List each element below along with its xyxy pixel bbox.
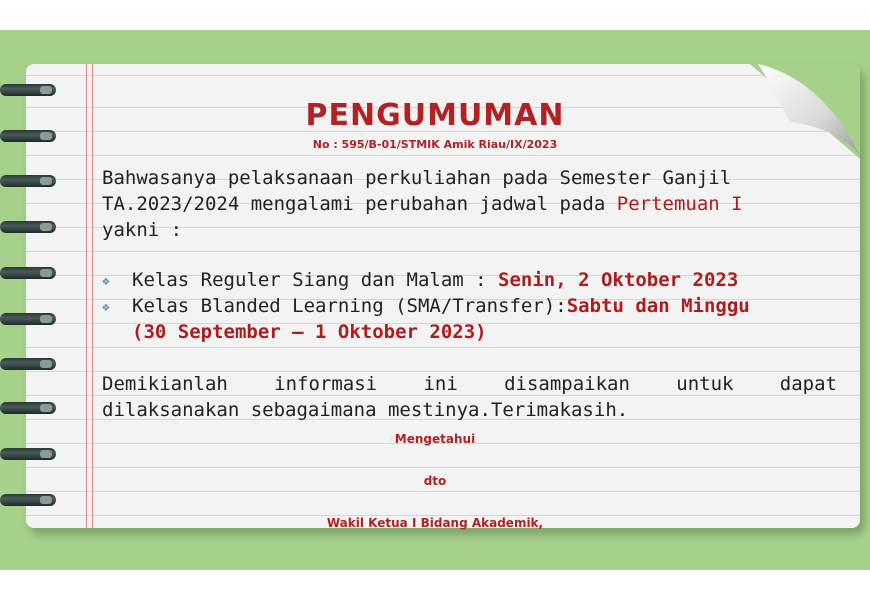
schedule-value-continuation: (30 September – 1 Oktober 2023)	[132, 321, 487, 343]
diamond-bullet-icon: ❖	[102, 274, 110, 289]
closing-line-1: Demikianlah informasi ini disampaikan untuk dapat	[102, 373, 837, 395]
list-item: ❖ Kelas Blanded Learning (SMA/Transfer):Sabtu dan Minggu	[102, 293, 842, 321]
intro-paragraph	[102, 165, 837, 243]
binder-ring	[0, 265, 58, 281]
intro-line-2: TA.2023/2024 mengalami perubahan jadwal pada Pertemuan I	[102, 193, 743, 215]
binder-ring	[0, 311, 58, 327]
meeting-highlight: Pertemuan I	[616, 193, 743, 215]
binder-ring	[0, 82, 58, 98]
sign-known: Mengetahui	[394, 432, 476, 446]
schedule-value: Sabtu dan Minggu	[566, 295, 750, 317]
intro-line-3: yakni :	[102, 219, 183, 241]
margin-line-right	[92, 64, 93, 528]
margin-line-left	[86, 64, 87, 528]
diamond-bullet-icon: ❖	[102, 300, 110, 315]
binder-ring	[0, 219, 58, 235]
notice-title: PENGUMUMAN	[305, 98, 565, 133]
binder-ring	[0, 492, 58, 508]
binder-ring	[0, 356, 58, 372]
list-item: ❖ Kelas Reguler Siang dan Malam : Senin, 2 Oktober 2023	[102, 267, 842, 295]
binder-ring	[0, 446, 58, 462]
schedule-value: Senin, 2 Oktober 2023	[498, 269, 739, 291]
binder-ring	[0, 173, 58, 189]
sign-dto: dto	[423, 474, 447, 488]
sign-position: Wakil Ketua I Bidang Akademik,	[326, 516, 544, 530]
binder-ring	[0, 400, 58, 416]
intro-line-1: Bahwasanya pelaksanaan perkuliahan pada Semester Ganjil	[102, 167, 732, 189]
notice-number: No : 595/B-01/STMIK Amik Riau/IX/2023	[312, 138, 558, 151]
closing-line-2: dilaksanakan sebagaimana mestinya.Terimakasih.	[102, 399, 629, 421]
